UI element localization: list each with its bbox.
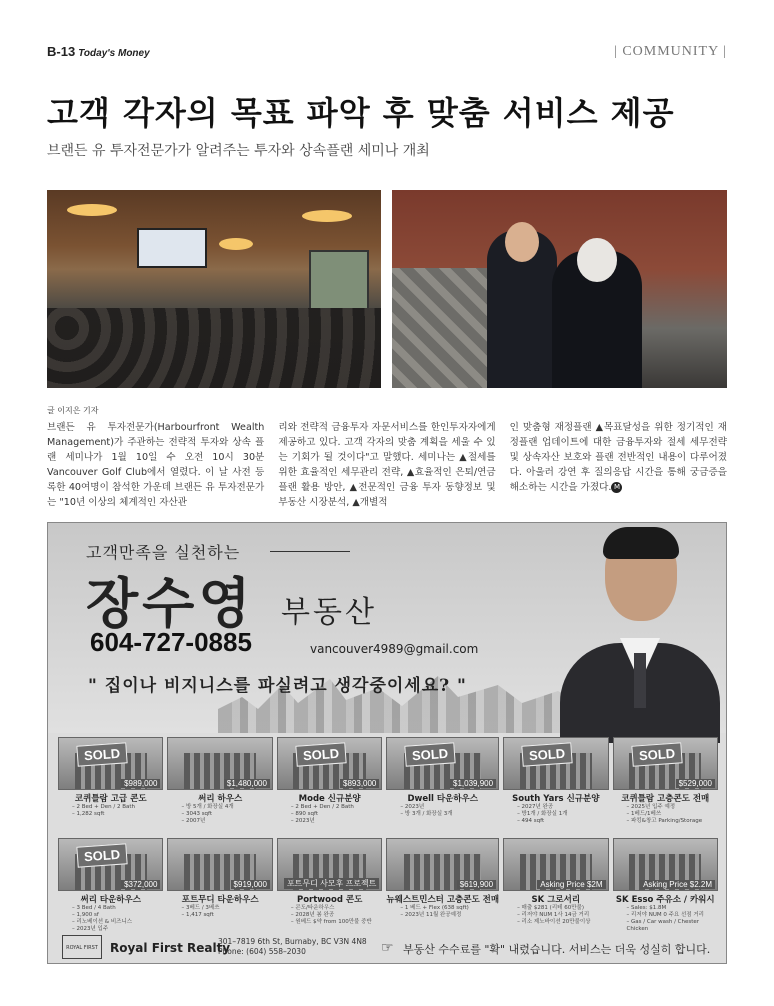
listing-details bbox=[58, 804, 163, 818]
listing-detail-line: – 콘도/타운하우스 bbox=[290, 905, 335, 911]
listing-detail-line: – 방1개 / 화장실 1개 bbox=[517, 811, 568, 817]
real-estate-ad bbox=[47, 522, 727, 964]
listing-photo bbox=[503, 737, 608, 790]
listing-detail-line: – 1 베드 + Flex (638 sqft) bbox=[400, 905, 469, 911]
listing-card bbox=[613, 737, 718, 832]
listing-card bbox=[167, 838, 272, 933]
stone-wall bbox=[392, 268, 492, 388]
page-header bbox=[47, 44, 727, 60]
listing-detail-line: – 매출 $281 (리테 60만불) bbox=[517, 905, 584, 911]
company-address: 301–7819 6th St, Burnaby, BC V3N 4N8 Phone: (604) 558–2030 bbox=[218, 937, 367, 956]
listing-photo bbox=[58, 737, 163, 790]
sold-badge: SOLD bbox=[405, 742, 456, 766]
ad-slogan: " 집이나 비지니스를 파실려고 생각중이세요? " bbox=[88, 676, 467, 696]
seminar-room-photo bbox=[47, 190, 381, 388]
listing-photo bbox=[58, 838, 163, 891]
pointing-hand-icon: ☞ bbox=[381, 940, 394, 956]
listing-detail-line: – 2 Bed + Den / 2 Bath bbox=[72, 804, 135, 810]
ceiling-lamp bbox=[302, 210, 352, 222]
listing-detail-line: – 리저야 NUM 1사 14금 거리 bbox=[517, 912, 590, 918]
section-label: | COMMUNITY | bbox=[614, 44, 727, 59]
article-column-2: 리와 전략적 금융투자 자문서비스를 한인투자자에게 제공하고 있다. 고객 각자의 맞춤 계획을 세울 수 있는 기회가 될 것이다"고 말했다. 세미나는 ▲절세를 위한 효율적인 세무관리 전략, ▲효율적인 은퇴/연금 플랜 활용 방안, ▲전문적인 금융 투자 동향정보 및 부동산 시장분석, ▲개별적 bbox=[278, 422, 496, 508]
listing-name: 써리 타운하우스 bbox=[80, 895, 141, 905]
listing-detail-line: – 방 5개 / 화장실 4개 bbox=[181, 804, 234, 810]
listing-details bbox=[386, 804, 499, 818]
tagline-rule bbox=[270, 551, 350, 552]
listing-name: 포트무디 타운하우스 bbox=[181, 895, 259, 905]
article-body bbox=[47, 420, 727, 520]
listing-photo bbox=[277, 737, 382, 790]
sold-badge: SOLD bbox=[295, 742, 346, 766]
listing-details bbox=[167, 804, 272, 825]
listing-photo bbox=[167, 737, 272, 790]
listing-name: 써리 하우스 bbox=[198, 794, 243, 804]
listing-detail-line: – 1,282 sqft bbox=[72, 811, 105, 817]
listing-name: 코퀴틀람 고층콘도 전매 bbox=[621, 794, 710, 804]
handshake-photo bbox=[392, 190, 727, 388]
article-column-1: 브랜든 유 투자전문가(Harbourfront Wealth Management)가 주관하는 전략적 투자와 상속 플랜 세미나가 1월 10일 수 오전 10시 30분 Vancouver Golf Club에서 열렸다. 이 날 사전 등록한 40여명이 참석한 가운데 브랜든 유 투자전문가는 "10년 이상의 체계적인 자산관 bbox=[47, 422, 265, 508]
listing-detail-line: – 2023년 bbox=[400, 804, 425, 810]
listing-photo bbox=[386, 737, 499, 790]
listing-price: $619,900 bbox=[457, 880, 496, 889]
listing-card bbox=[503, 838, 608, 933]
listing-details bbox=[277, 804, 382, 825]
listing-card bbox=[277, 838, 382, 933]
listing-detail-line: – 2027년 완공 bbox=[517, 804, 554, 810]
company-name: Royal First Realty bbox=[110, 941, 231, 955]
listing-card bbox=[386, 838, 499, 933]
listing-details bbox=[503, 905, 608, 926]
listing-details bbox=[386, 905, 499, 919]
listing-detail-line: – Sales: $1.8M bbox=[626, 905, 667, 911]
end-mark-icon: M bbox=[611, 482, 622, 493]
business-type: 부동산 bbox=[281, 595, 377, 630]
agent-name: 장수영 bbox=[86, 571, 255, 635]
listing-price: $893,000 bbox=[340, 779, 379, 788]
listing-photo bbox=[503, 838, 608, 891]
listing-detail-line: – 2007년 bbox=[181, 818, 206, 824]
listing-name: 뉴웨스트민스터 고층콘도 전매 bbox=[386, 895, 500, 905]
listing-detail-line: – 2 Bed + Den / 2 Bath bbox=[290, 804, 354, 810]
listing-detail-line: – 3 Bed / 4 Bath bbox=[72, 905, 116, 911]
listing-name: South Yars 신규분양 bbox=[512, 794, 600, 804]
listing-price: 포트무디 사모후 프로젝트 bbox=[284, 878, 379, 889]
listing-card bbox=[58, 737, 163, 832]
ceiling-lamp bbox=[219, 238, 253, 250]
listing-price: $989,000 bbox=[121, 779, 160, 788]
listing-photo bbox=[613, 737, 718, 790]
listing-detail-line: – 방 3개 / 화장실 3개 bbox=[400, 811, 453, 817]
sold-badge: SOLD bbox=[521, 742, 572, 766]
byline: 글 이지은 기자 bbox=[47, 406, 99, 415]
listing-detail-line: – 2028년 봄 완공 bbox=[290, 912, 335, 918]
agent-phone: 604-727-0885 bbox=[90, 627, 252, 657]
listing-photo bbox=[167, 838, 272, 891]
listing-card bbox=[386, 737, 499, 832]
listing-detail-line: – 1,900 sf bbox=[72, 912, 99, 918]
window bbox=[309, 250, 369, 310]
listing-card bbox=[58, 838, 163, 933]
listing-price: $372,000 bbox=[121, 880, 160, 889]
listing-card bbox=[167, 737, 272, 832]
sold-badge: SOLD bbox=[76, 742, 127, 766]
listing-details bbox=[277, 905, 382, 926]
listing-price: $1,480,000 bbox=[224, 779, 270, 788]
page-number: B-13 Today's Money bbox=[47, 44, 150, 59]
attendee-figure bbox=[552, 250, 642, 388]
listing-detail-line: – 1베드/1베쓰 bbox=[626, 811, 662, 817]
listing-detail-line: – 원베드 $약 from 100만불 중반 bbox=[290, 919, 372, 925]
listing-detail-line: – 3베드 / 3베쓰 bbox=[181, 905, 220, 911]
listing-detail-line: – 리저야 NUM 0 주요 선점 거리 bbox=[626, 912, 704, 918]
listing-card bbox=[503, 737, 608, 832]
listing-card bbox=[613, 838, 718, 933]
publication-name: Today's Money bbox=[78, 48, 150, 59]
listing-detail-line: – 2023년 bbox=[290, 818, 315, 824]
listing-detail-line: – 리노베이션 & 비즈니스 bbox=[72, 919, 133, 925]
listing-price: $919,000 bbox=[231, 880, 270, 889]
listing-details bbox=[613, 804, 718, 825]
listing-price: $529,000 bbox=[676, 779, 715, 788]
listing-detail-line: – 2023년 입주 bbox=[72, 926, 109, 932]
speaker-figure bbox=[487, 230, 557, 388]
fee-notice: 부동산 수수료를 "확" 내렸습니다. 서비스는 더욱 성실히 합니다. bbox=[403, 943, 711, 956]
ad-banner bbox=[48, 523, 726, 733]
listing-name: 코퀴틀람 고급 콘도 bbox=[74, 794, 147, 804]
audience bbox=[47, 308, 381, 388]
listing-name: Dwell 타운하우스 bbox=[407, 794, 478, 804]
listing-price: Asking Price $2M bbox=[537, 880, 605, 889]
sold-badge: SOLD bbox=[76, 843, 127, 867]
listing-photo bbox=[277, 838, 382, 891]
sold-badge: SOLD bbox=[631, 742, 682, 766]
article-column-3: 인 맞춤형 재정플랜 ▲목표달성을 위한 정기적인 재정플랜 업데이트에 대한 금융투자와 절세 세무전략 및 상속자산 보호와 플랜 전반적인 내용이 다루어졌다. 아울러 강연 후 질의응답 시간을 통해 궁금증을 해소하는 시간을 가졌다. M bbox=[509, 422, 727, 493]
agent-portrait bbox=[560, 529, 720, 743]
listing-name: SK 그로서리 bbox=[531, 895, 581, 905]
listing-detail-line: – 494 sqft bbox=[517, 818, 545, 824]
royal-first-logo: ROYAL FIRST bbox=[62, 935, 102, 959]
ad-footer bbox=[48, 929, 726, 963]
presentation-screen bbox=[137, 228, 207, 268]
listing-name: Portwood 콘도 bbox=[296, 895, 363, 905]
article-subheadline: 브랜든 유 투자전문가가 알려주는 투자와 상속플랜 세미나 개최 bbox=[47, 143, 430, 159]
listing-detail-line: – 1,417 sqft bbox=[181, 912, 214, 918]
ad-tagline: 고객만족을 실천하는 bbox=[86, 543, 241, 562]
listing-detail-line: – 리소 제노바이션 20만불이상 bbox=[517, 919, 591, 925]
agent-email: vancouver4989@gmail.com bbox=[310, 642, 479, 656]
ceiling-lamp bbox=[67, 204, 117, 216]
listing-details bbox=[167, 905, 272, 919]
listing-details bbox=[503, 804, 608, 825]
listing-price: $1,039,900 bbox=[450, 779, 496, 788]
listing-detail-line: – 2025년 입주 예정 bbox=[626, 804, 676, 810]
listing-price: Asking Price $2.2M bbox=[640, 880, 715, 889]
listing-card bbox=[277, 737, 382, 832]
listing-detail-line: – 3043 sqft bbox=[181, 811, 213, 817]
listing-photo bbox=[613, 838, 718, 891]
listing-detail-line: – 890 sqft bbox=[290, 811, 319, 817]
listing-photo bbox=[386, 838, 499, 891]
listing-name: Mode 신규분양 bbox=[298, 794, 361, 804]
listing-detail-line: – 2023년 11월 완공예정 bbox=[400, 912, 462, 918]
listing-grid bbox=[58, 737, 718, 933]
article-headline: 고객 각자의 목표 파악 후 맞춤 서비스 제공 bbox=[47, 94, 675, 132]
listing-detail-line: – 파킹&창고 Parking/Storage bbox=[626, 818, 703, 824]
listing-name: SK Esso 주유소 / 카워시 bbox=[615, 895, 715, 905]
listing-detail-line: – Gas / Car wash / Chester Chicken bbox=[626, 919, 700, 932]
